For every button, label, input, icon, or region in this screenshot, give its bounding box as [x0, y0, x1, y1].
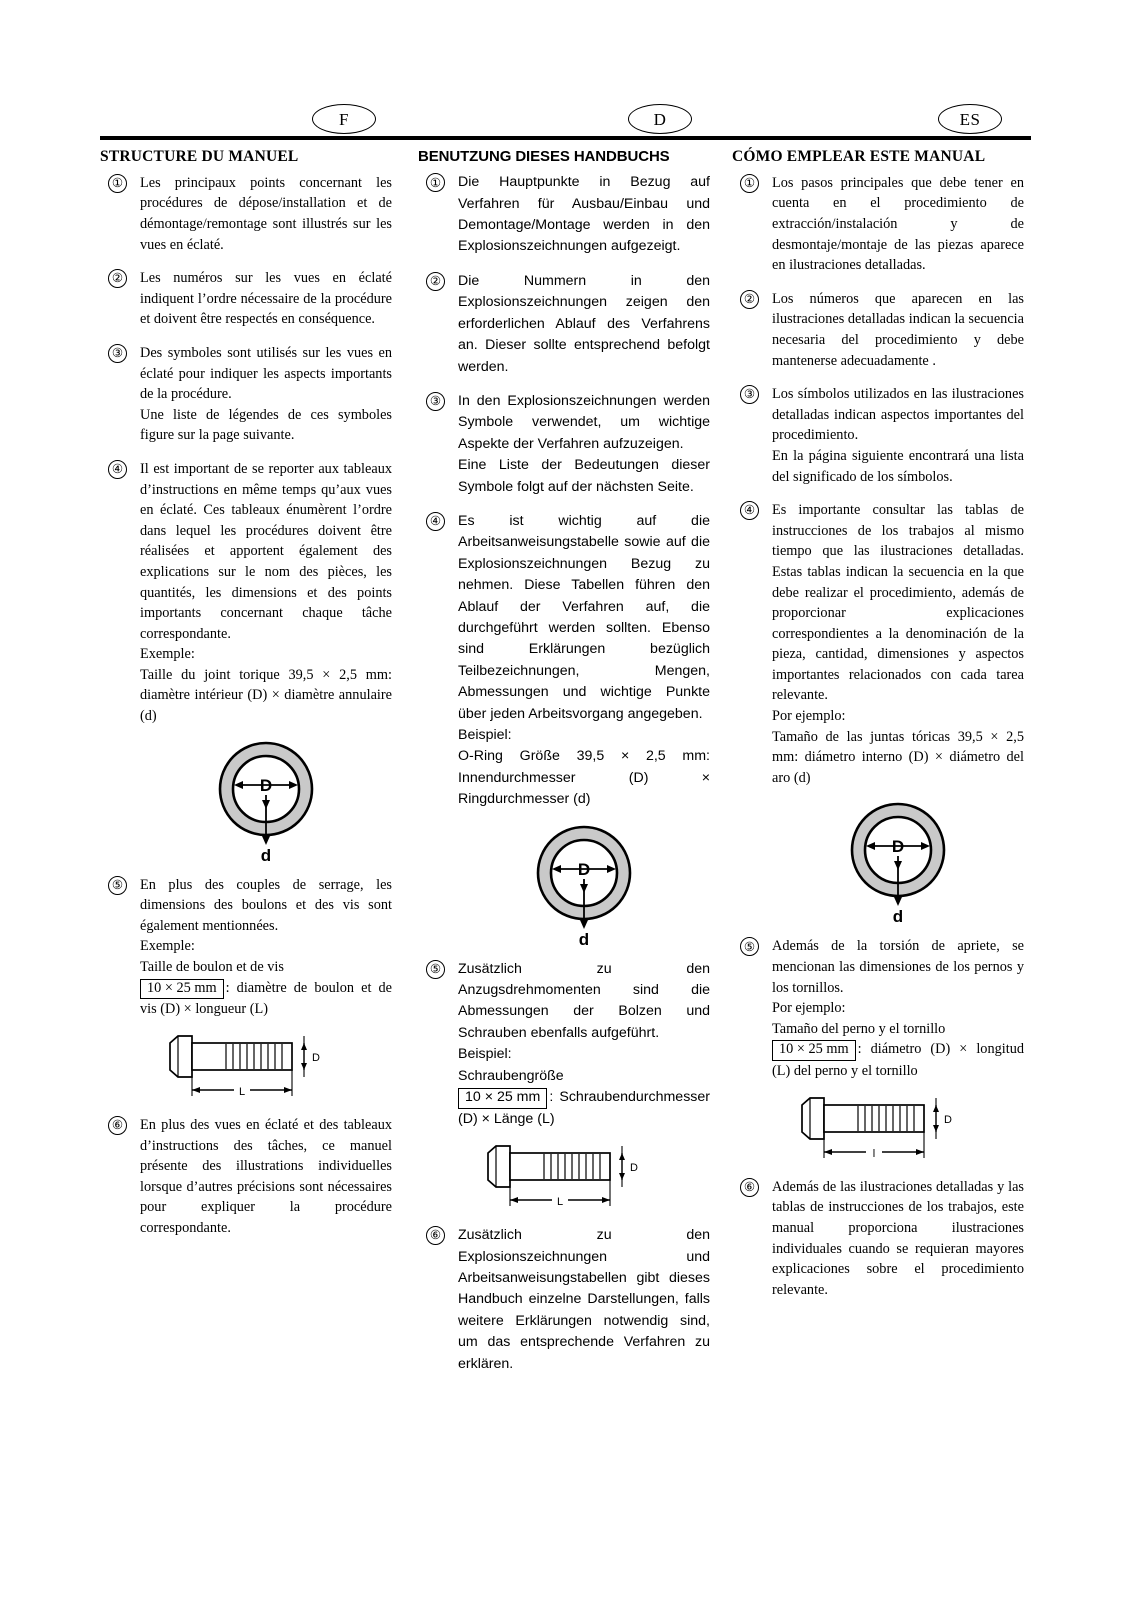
item-number: ⑤: [108, 876, 127, 895]
language-badge-french: [312, 104, 376, 134]
svg-text:D: D: [259, 775, 273, 795]
boxed-dimension-line: [458, 1087, 710, 1130]
boxed-dimension-value: 10 × 25 mm: [772, 1040, 856, 1061]
item-paragraph: Es ist wichtig auf die Arbeitsanweisungstabelle sowie auf die Explosionszeichnungen Bezug zu nehmen. Diese Tabellen führen den Ablauf der Verfahren auf, die durchgeführt werden sollten. Ebenso sind Erklärungen bezüglich Teilbezeichnungen, Mengen, Abmessungen und wichtige Punkte über jeden Arbeitsvorgang angegeben.: [458, 512, 710, 722]
example-label: Exemple:: [140, 938, 195, 955]
item-paragraph: En plus des couples de serrage, les dimensions des boulons et des vis sont également mentionnées.: [140, 876, 392, 934]
oring-figure: [140, 737, 392, 862]
item-paragraph: Les numéros sur les vues en éclaté indiquent l’ordre nécessaire de la procédure et doivent être respectés en conséquence.: [140, 270, 392, 328]
list-item: [732, 384, 1024, 487]
example-label: Por ejemplo:: [772, 708, 846, 725]
column-german: [418, 148, 710, 1388]
svg-text:l: l: [872, 1147, 876, 1160]
item-number: ⑤: [426, 960, 445, 979]
boxed-dimension-line: [772, 1039, 1024, 1081]
oring-diagram: [201, 737, 331, 862]
item-number: ③: [426, 392, 445, 411]
item-number: ②: [426, 272, 445, 291]
item-number: ⑤: [740, 937, 759, 956]
column-spanish: [732, 148, 1024, 1313]
column-french-title: STRUCTURE DU MANUEL: [100, 148, 299, 165]
example-text: Tamaño de las juntas tóricas 39,5 × 2,5 mm: diámetro interno (D) × diámetro del aro (d): [772, 728, 1024, 786]
boxed-dimension-suffix: : diámetro (D) × longitud (L) del perno y el tornillo: [772, 1041, 1024, 1080]
item-number: ③: [740, 385, 759, 404]
bolt-diagram: [474, 1140, 654, 1212]
boxed-dimension-value: 10 × 25 mm: [458, 1088, 547, 1109]
list-item: [418, 391, 710, 498]
example-text: Tamaño del perno y el tornillo: [772, 1020, 946, 1037]
example-text: Taille du joint torique 39,5 × 2,5 mm: diamètre intérieur (D) × diamètre annulaire (d): [140, 666, 392, 725]
item-paragraph: Les principaux points concernant les procédures de dépose/installation et de démontage/remontage sont illustrés sur les vues en éclaté.: [140, 174, 392, 253]
item-number: ⑥: [426, 1226, 445, 1245]
item-paragraph: Es importante consultar las tablas de instrucciones de los trabajos al mismo tiempo que las ilustraciones detalladas. Estas tablas indican la secuencia en la que debe realizar el procedimiento, además de proporcionar explicaciones correspondientes a la denominación de la pieza, cantidad, dimensiones y aspectos importantes relacionados con cada tarea relevante.: [772, 502, 1024, 704]
item-paragraph: Los símbolos utilizados en las ilustraciones detalladas indican aspectos importantes del procedimiento.: [772, 386, 1024, 444]
svg-text:D: D: [630, 1162, 638, 1175]
item-number: ①: [426, 173, 445, 192]
item-paragraph: Une liste de légendes de ces symboles figure sur la page suivante.: [140, 406, 392, 444]
item-paragraph: Die Nummern in den Explosionszeichnungen zeigen den erforderlichen Ablauf des Verfahrens an. Dieser sollte entsprechend befolgt werden.: [458, 272, 710, 375]
item-paragraph: Además de las ilustraciones detalladas y las tablas de instrucciones de los trabajos, este manual proporciona ilustraciones individuales cuando se requieran mayores explicaciones sobre el procedimiento relevante.: [772, 1178, 1024, 1298]
column-spanish-title: CÓMO EMPLEAR ESTE MANUAL: [732, 148, 986, 165]
example-text: O-Ring Größe 39,5 × 2,5 mm: Innendurchmesser (D) × Ringdurchmesser (d): [458, 748, 710, 808]
item-number: ③: [108, 344, 127, 363]
item-number: ②: [108, 269, 127, 288]
boxed-dimension-suffix: : Schraubendurchmesser (D) × Länge (L): [458, 1089, 710, 1127]
language-badge-spanish-label: ES: [959, 109, 981, 129]
list-item: [418, 1225, 710, 1375]
list-item: [418, 511, 710, 946]
item-paragraph: Eine Liste der Bedeutungen dieser Symbole folgt auf der nächsten Seite.: [458, 457, 710, 495]
example-label: Beispiel:: [458, 727, 512, 743]
example-text: Taille de boulon et de vis: [140, 959, 284, 976]
column-german-title: BENUTZUNG DIESES HANDBUCHS: [418, 148, 670, 165]
svg-text:D: D: [891, 837, 905, 857]
bolt-figure: [140, 1030, 392, 1102]
item-paragraph: Zusätzlich zu den Anzugsdrehmomenten sind die Abmessungen der Bolzen und Schrauben ebenfalls aufgeführt.: [458, 960, 710, 1041]
item-paragraph: Il est important de se reporter aux tableaux d’instructions en même temps qu’aux vues en éclaté. Ces tableaux énumèrent l’ordre dans lequel les procédures doivent être réalisées et apportent également des explications sur le nom des pièces, les quantités, les dimensions et des points importants concernant chaque tâche correspondante.: [140, 460, 392, 642]
bolt-figure: [458, 1140, 710, 1212]
svg-text:d: d: [260, 845, 272, 862]
oring-diagram: [833, 798, 963, 923]
svg-text:d: d: [578, 929, 590, 946]
bolt-diagram: [156, 1030, 336, 1102]
boxed-dimension-value: 10 × 25 mm: [140, 979, 224, 1000]
item-number: ⑥: [740, 1178, 759, 1197]
boxed-dimension-line: [140, 978, 392, 1020]
list-item: [418, 271, 710, 378]
item-number: ②: [740, 290, 759, 309]
bolt-figure: [772, 1092, 1024, 1164]
list-item: [100, 173, 392, 255]
item-paragraph: Los pasos principales que debe tener en cuenta en el procedimiento de extracción/instalación y de desmontaje/montaje de las piezas aparece en ilustraciones detalladas.: [772, 174, 1024, 274]
svg-text:D: D: [312, 1052, 320, 1065]
item-paragraph: Además de la torsión de apriete, se mencionan las dimensiones de los pernos y los tornillos.: [772, 938, 1024, 996]
item-number: ①: [740, 174, 759, 193]
language-badge-french-label: F: [339, 109, 349, 129]
item-paragraph: Los números que aparecen en las ilustraciones detalladas indican la secuencia necesaria del procedimiento y debe mantenerse adecuadamente .: [772, 290, 1024, 369]
column-french: [100, 148, 392, 1252]
language-badge-row: [100, 104, 1031, 134]
list-item: [732, 1177, 1024, 1301]
list-item: [418, 959, 710, 1213]
svg-text:L: L: [556, 1196, 564, 1209]
header-rule: [100, 136, 1031, 140]
svg-text:d: d: [892, 907, 904, 924]
language-badge-german-label: D: [653, 109, 667, 129]
item-number: ④: [426, 512, 445, 531]
item-paragraph: Zusätzlich zu den Explosionszeichnungen und Arbeitsanweisungstabellen gibt dieses Handbuch einzelne Darstellungen, falls weitere Erklärungen notwendig sind, um das entsprechende Verfahren zu erklären.: [458, 1227, 710, 1372]
item-number: ④: [740, 501, 759, 520]
language-badge-german: [628, 104, 692, 134]
boxed-dimension-suffix: : diamètre de boulon et de vis (D) × longueur (L): [140, 979, 392, 1018]
list-item: [100, 875, 392, 1102]
item-paragraph: Die Hauptpunkte in Bezug auf Verfahren für Ausbau/Einbau und Demontage/Montage werden in den Explosionszeichnungen aufgezeigt.: [458, 174, 710, 255]
list-item: [100, 343, 392, 446]
list-item: [100, 268, 392, 330]
language-badge-spanish: [938, 104, 1002, 134]
item-paragraph: En la página siguiente encontrará una lista del significado de los símbolos.: [772, 447, 1024, 485]
example-label: Exemple:: [140, 646, 195, 663]
item-number: ①: [108, 174, 127, 193]
example-label: Por ejemplo:: [772, 1000, 846, 1017]
oring-figure: [458, 821, 710, 946]
list-item: [100, 459, 392, 862]
example-text: Schraubengröße: [458, 1067, 564, 1084]
item-number: ④: [108, 460, 127, 479]
item-paragraph: En plus des vues en éclaté et des tableaux d’instructions des tâches, ce manuel présente des illustrations individuelles lorsque d’autres précisions sont nécessaires pour expliquer la procédure correspondante.: [140, 1117, 392, 1237]
list-item: [732, 500, 1024, 923]
bolt-diagram: [788, 1092, 968, 1164]
oring-figure: [772, 798, 1024, 923]
item-number: ⑥: [108, 1116, 127, 1135]
example-label: Beispiel:: [458, 1046, 512, 1063]
svg-text:L: L: [238, 1086, 246, 1099]
list-item: [418, 172, 710, 258]
svg-text:D: D: [577, 859, 591, 879]
oring-diagram: [519, 821, 649, 946]
list-item: [732, 173, 1024, 276]
item-paragraph: Des symboles sont utilisés sur les vues en éclaté pour indiquer les aspects importants de la procédure.: [140, 344, 392, 403]
item-paragraph: In den Explosionszeichnungen werden Symbole verwendet, um wichtige Aspekte der Verfahren aufzuzeigen.: [458, 392, 710, 452]
list-item: [732, 289, 1024, 371]
svg-text:D: D: [944, 1113, 952, 1126]
list-item: [100, 1115, 392, 1239]
list-item: [732, 936, 1024, 1163]
